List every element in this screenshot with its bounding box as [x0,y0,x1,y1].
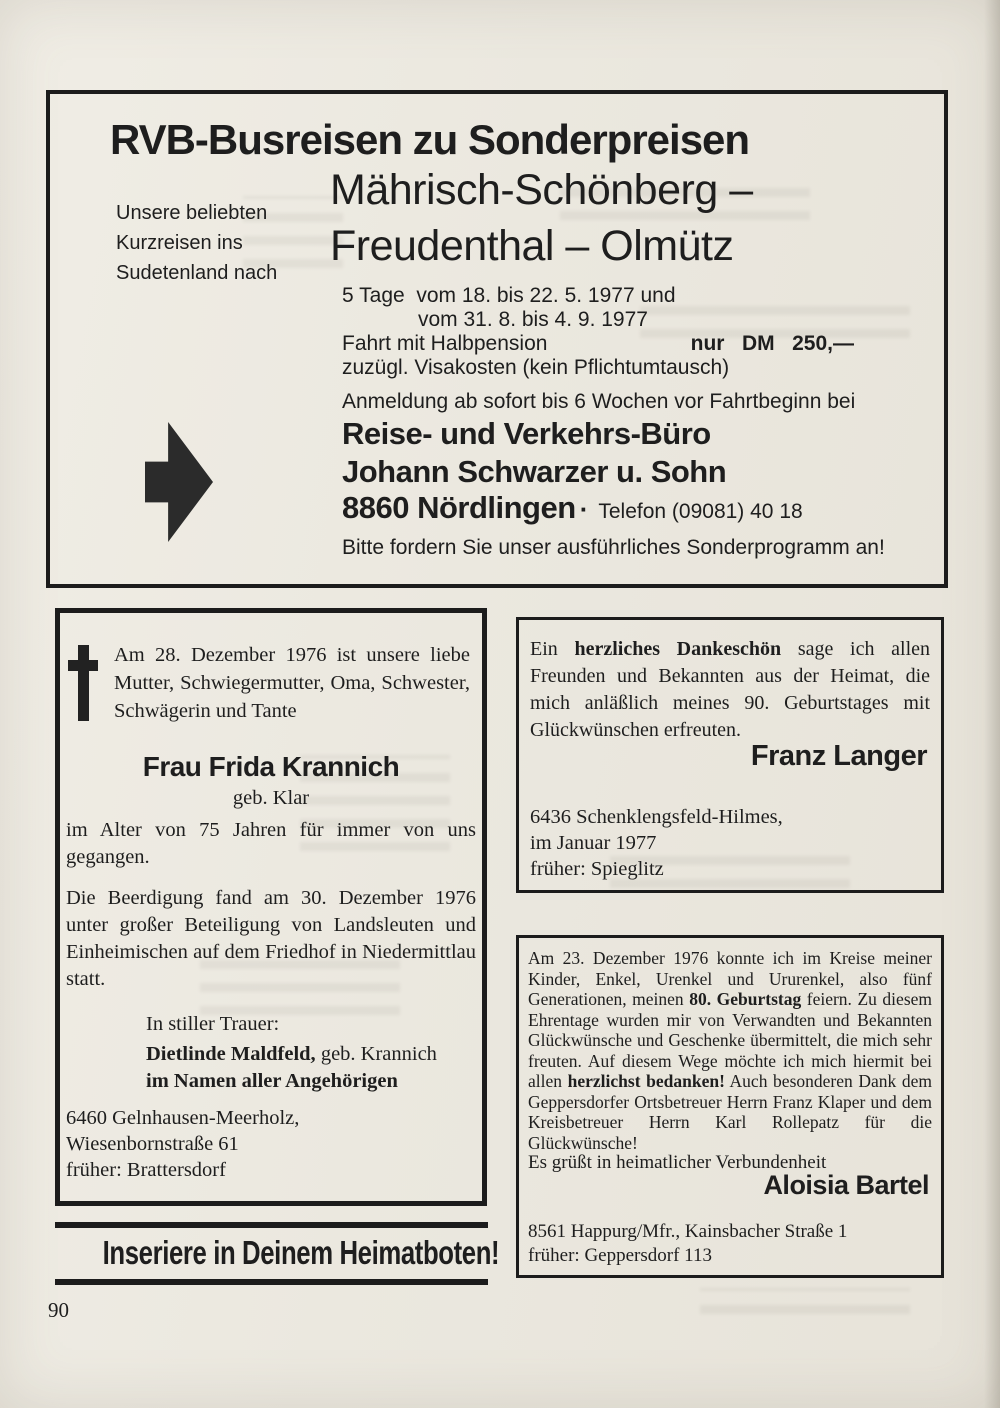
inserat-banner [55,1222,500,1285]
signature: Aloisia Bartel [763,1170,929,1200]
closing-line: Es grüßt in heimatlicher Verbundenheit [528,1152,827,1173]
mourner-name: Dietlinde Maldfeld, [146,1043,316,1065]
agency-city-row [342,490,803,526]
ad-visa-note: zuzügl. Visakosten (kein Pflichtumtausch) [342,356,730,379]
address-line: 6436 Schenklengsfeld-Hilmes, [530,806,783,828]
address-line: im Januar 1977 [530,832,657,854]
ad-dates-line1: 5 Tage vom 18. bis 22. 5. 1977 und [342,284,676,307]
latin-cross-icon [68,645,98,721]
address-line: früher: Spieglitz [530,858,664,880]
ad-intro-text [116,198,277,288]
obituary-address [66,1105,299,1183]
langer-address [530,804,783,882]
ad-destination-line1: Mährisch-Schönberg – [330,166,753,214]
arrow-right-icon [145,422,213,542]
mourner-line [146,1043,437,1066]
banner-text: Inseriere in Deinem Heimatboten! [102,1234,500,1271]
agency-name-line1: Reise- und Verkehrs-Büro [342,416,711,451]
text-segment: Am 23. Dezember 1976 konnte ich im Kreise meiner Kinder, Enkel, Urenkel und Ururenkel, also fünf Generationen, meinen [528,948,932,1009]
text-segment: Auch besonderen Dank dem Geppersdorfer Ortsbetreuer Herrn Franz Klaper und dem Kreisbetreuer Herrn Karl Rollepatz für die Glückwünsche! [528,1071,932,1153]
print-bleed-ghost [700,1288,910,1314]
agency-city: 8860 Nördlingen [342,490,576,525]
obituary-intro: Am 28. Dezember 1976 ist unsere liebe Mutter, Schwiegermutter, Oma, Schwester, Schwägerin und Tante [114,644,470,722]
text-segment: Ein [530,638,575,660]
address-line: Wiesenbornstraße 61 [66,1133,239,1155]
text-segment-bold: 80. Geburtstag [689,989,802,1009]
separator-dot: · [579,494,589,524]
mourning-label: In stiller Trauer: [146,1013,280,1035]
bus-ad-box [46,90,948,588]
obituary-paragraph: Die Beerdigung fand am 30. Dezember 1976 unter großer Beteiligung von Landsleuten und Einheimischen auf dem Friedhof in Niedermittlau statt. [66,887,476,990]
obituary-paragraph: im Alter von 75 Jahren für immer von uns gegangen. [66,819,476,868]
ad-headline: RVB-Busreisen zu Sonderpreisen [110,116,750,163]
obituary-box [55,608,487,1206]
ad-intro-line: Unsere beliebten [116,202,268,224]
text-segment-bold: herzliches Dankeschön [574,638,782,660]
bartel-address [528,1220,847,1268]
text-segment-bold: herzlichst bedanken! [567,1071,725,1091]
price-value: nur DM 250,— [690,332,854,355]
ad-intro-line: Sudetenland nach [116,262,278,284]
thanks-bartel-paragraph [528,948,932,1153]
signature: Franz Langer [750,740,927,772]
text-segment: sage ich allen Freunden und Bekannten aus der Heimat, die mich anläßlich meines 90. Geburtstages mit Glückwünschen erfreuten. [530,638,931,741]
thanks-langer-paragraph [530,636,930,744]
address-line: früher: Brattersdorf [66,1159,226,1181]
thanks-bartel-box [516,935,944,1278]
ad-intro-line: Kurzreisen ins [116,232,243,254]
ad-destination-line2: Freudenthal – Olmütz [330,222,734,270]
maiden-name: geb. Klar [232,787,310,809]
text-segment: feiern. Zu diesem Ehrentage wurden mir von Verwandten und Bekannten Glückwünsche und Geschenke übermittelt, die mich sehr freuten. Auf diesem Wege möchte ich mich hiermit bei allen [528,989,933,1091]
mourner-name-rest: geb. Krannich [315,1043,437,1065]
ad-footer-note: Bitte fordern Sie unser ausführliches Sonderprogramm an! [342,536,885,559]
agency-phone: Telefon (09081) 40 18 [598,500,803,523]
agency-name-line2: Johann Schwarzer u. Sohn [342,454,727,489]
page-number: 90 [48,1298,69,1322]
thanks-langer-box [516,617,944,893]
address-line: früher: Geppersdorf 113 [528,1245,712,1266]
page-edge-shading [984,0,1000,1408]
ad-dates-line2: vom 31. 8. bis 4. 9. 1977 [418,308,648,331]
ad-price-row [342,332,854,356]
address-line: 8561 Happurg/Mfr., Kainsbacher Straße 1 [528,1221,848,1242]
mourner-line2: im Namen aller Angehörigen [146,1070,398,1092]
ad-booking-note: Anmeldung ab sofort bis 6 Wochen vor Fahrtbeginn bei [342,390,856,413]
address-line: 6460 Gelnhausen-Meerholz, [66,1107,300,1129]
deceased-name: Frau Frida Krannich [142,751,400,782]
price-label: Fahrt mit Halbpension [342,332,548,355]
